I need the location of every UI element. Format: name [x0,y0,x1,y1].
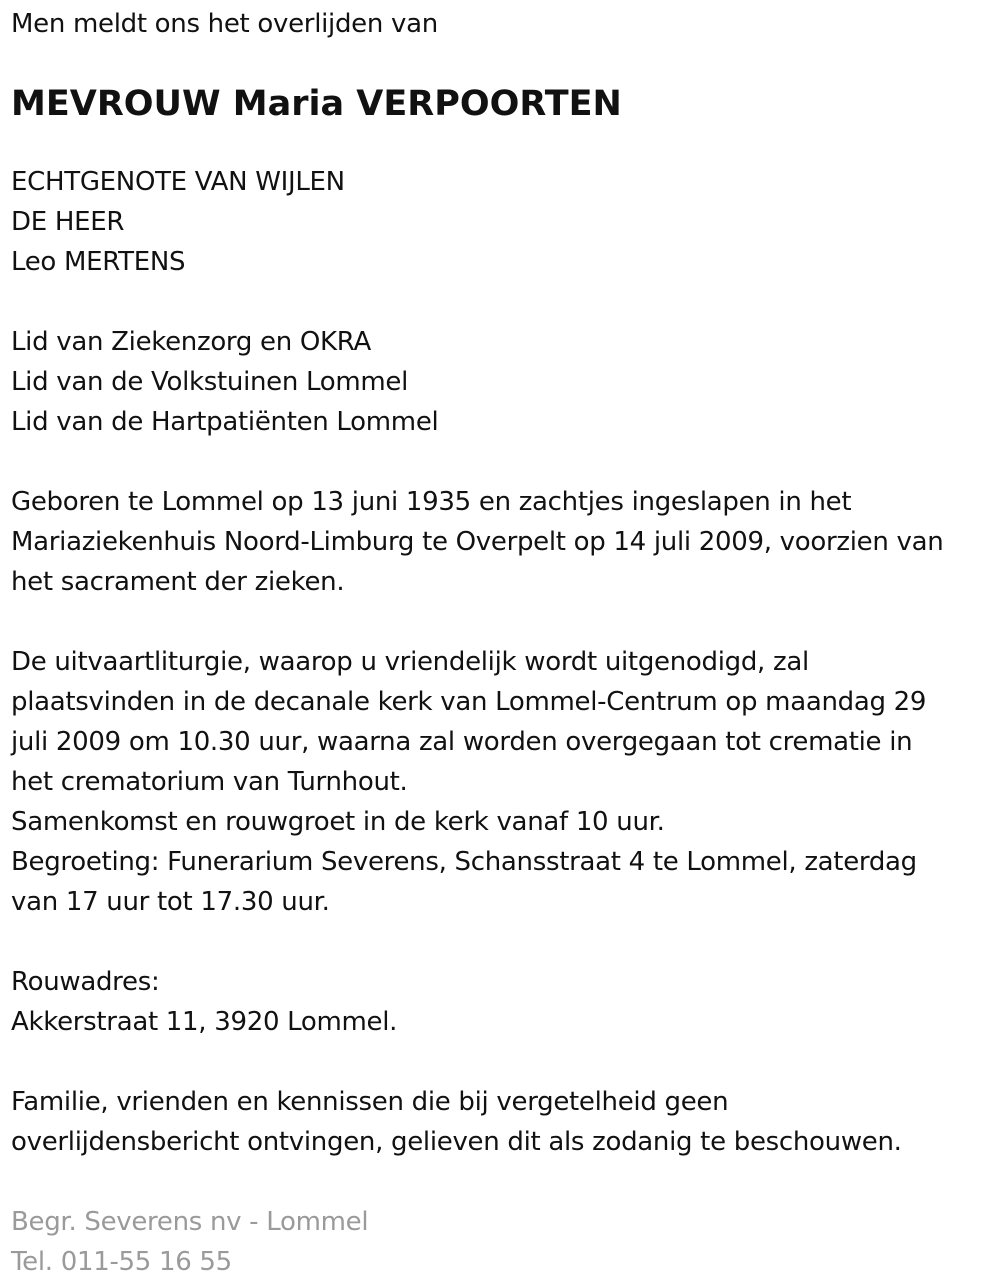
paragraph-line: plaatsvinden in de decanale kerk van Lommel-Centrum op maandag 29 [11,687,927,717]
paragraph-line: Samenkomst en rouwgroet in de kerk vanaf 10 uur. [11,807,665,837]
paragraph-line: De uitvaartliturgie, waarop u vriendelijk wordt uitgenodigd, zal [11,647,809,677]
address-label: Rouwadres: [11,967,160,997]
membership-line: Lid van de Hartpatiënten Lommel [11,407,439,437]
obituary-notice [11,4,991,1282]
paragraph-line: overlijdensbericht ontvingen, gelieven dit als zodanig te beschouwen. [11,1127,902,1157]
paragraph-line: het sacrament der zieken. [11,567,345,597]
paragraph-line: Familie, vrienden en kennissen die bij vergetelheid geen [11,1087,729,1117]
spacer [11,1042,991,1082]
spacer [11,602,991,642]
spouse-line: Leo MERTENS [11,247,186,277]
deceased-name: MEVROUW Maria VERPOORTEN [11,84,622,124]
address-block [11,962,991,1042]
birth-death-paragraph [11,482,991,602]
spouse-block [11,162,991,282]
paragraph-line: Geboren te Lommel op 13 juni 1935 en zachtjes ingeslapen in het [11,487,852,517]
funeral-paragraph [11,642,991,922]
paragraph-line: van 17 uur tot 17.30 uur. [11,887,330,917]
funeral-home-phone: Tel. 011-55 16 55 [11,1247,232,1277]
spacer [11,282,991,322]
funeral-home-name: Begr. Severens nv - Lommel [11,1207,369,1237]
memberships-block [11,322,991,442]
spouse-line: ECHTGENOTE VAN WIJLEN [11,167,345,197]
paragraph-line: Begroeting: Funerarium Severens, Schansstraat 4 te Lommel, zaterdag [11,847,917,877]
paragraph-line: het crematorium van Turnhout. [11,767,408,797]
spouse-line: DE HEER [11,207,125,237]
membership-line: Lid van de Volkstuinen Lommel [11,367,409,397]
intro-text: Men meldt ons het overlijden van [11,9,438,39]
notice-paragraph [11,1082,991,1162]
paragraph-line: Mariaziekenhuis Noord-Limburg te Overpelt op 14 juli 2009, voorzien van [11,527,944,557]
spacer [11,442,991,482]
spacer [11,1162,991,1202]
address-value: Akkerstraat 11, 3920 Lommel. [11,1007,398,1037]
paragraph-line: juli 2009 om 10.30 uur, waarna zal worden overgegaan tot crematie in [11,727,913,757]
footer-block [11,1202,991,1282]
membership-line: Lid van Ziekenzorg en OKRA [11,327,371,357]
spacer [11,922,991,962]
